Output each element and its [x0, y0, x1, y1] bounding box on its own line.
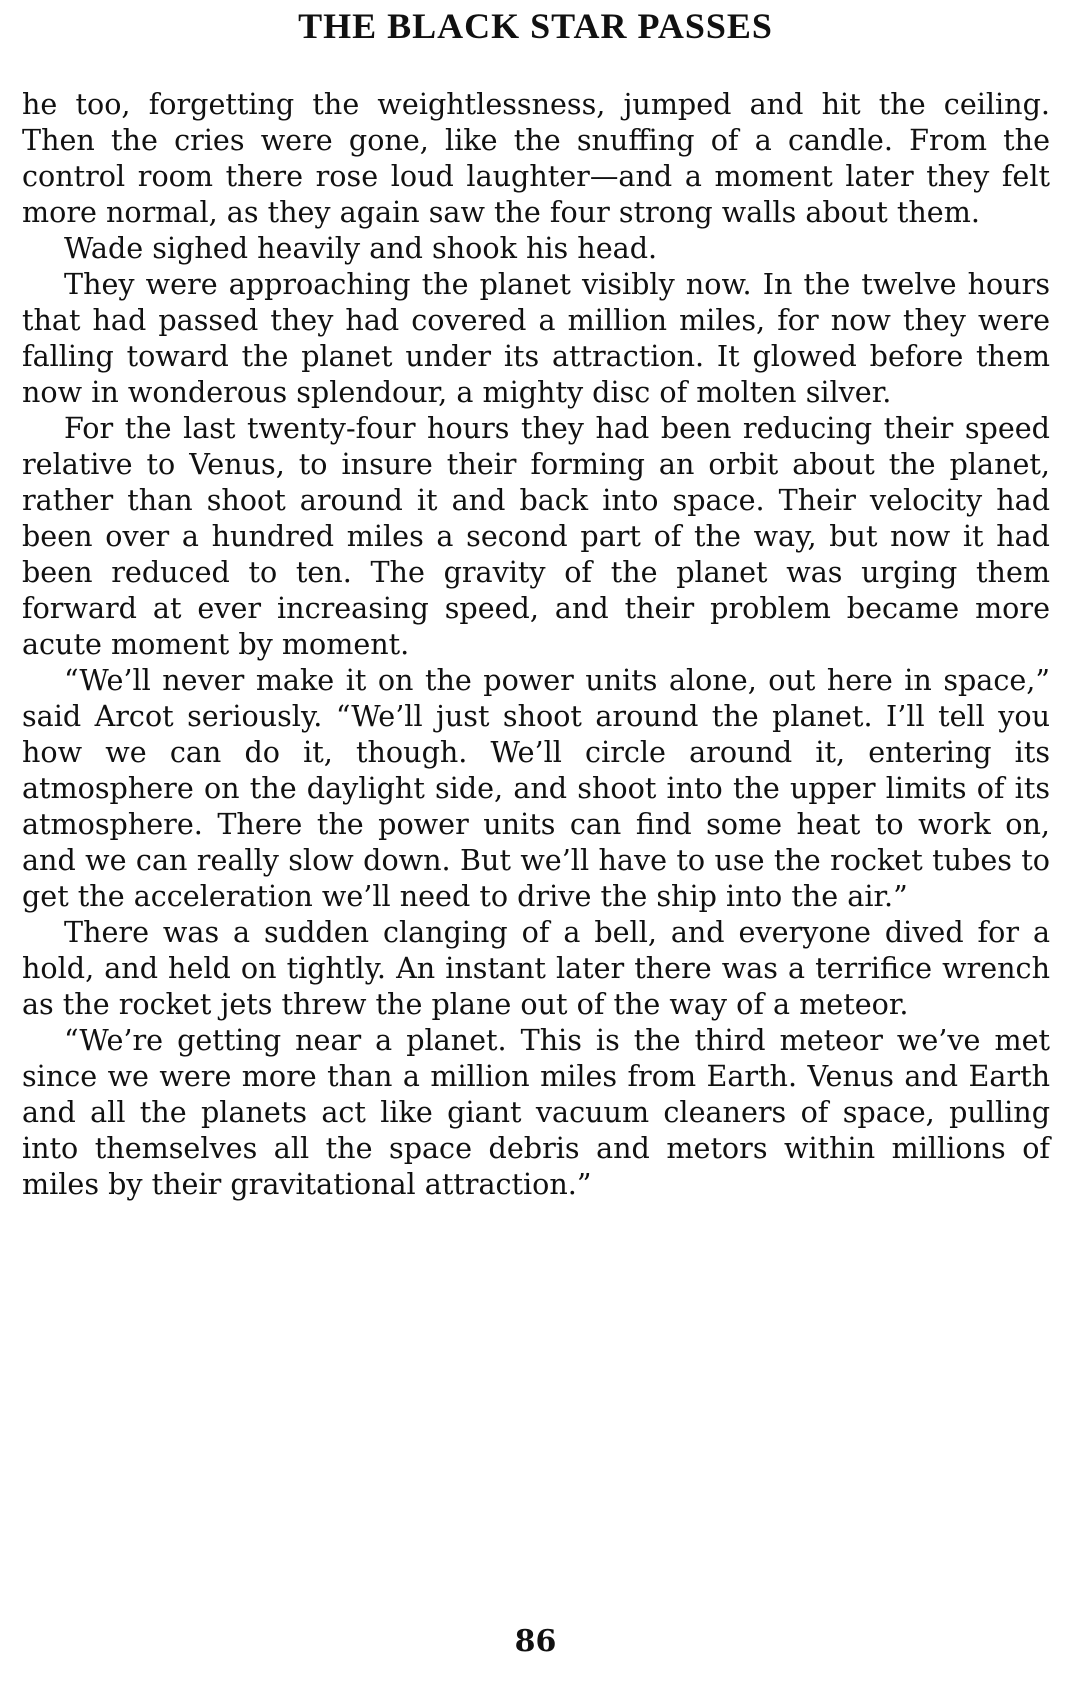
paragraph: Wade sighed heavily and shook his head. — [64, 231, 658, 265]
paragraph: “We’ll never make it on the power units alone, out here in space,” said Arcot seriously. “We’ll just shoot around the planet. I’ll tell you how we can do it, though. We’ll circle around it, entering its atmosphere on the daylight side, and shoot into the upper limits of its atmosphere. There the power units can find some heat to work on, and we can really slow down. But we’ll have to use the rocket tubes to get the acceleration we’ll need to drive the ship into the air.” — [22, 663, 1050, 913]
paragraph: For the last twenty-four hours they had been reducing their speed relative to Venus, to insure their forming an orbit about the planet, rather than shoot around it and back into space. Their velocity had been over a hundred miles a second part of the way, but now it had been reduced to ten. The gravity of the planet was urging them forward at ever increasing speed, and their problem became more acute moment by moment. — [22, 411, 1050, 661]
body-text — [22, 86, 1050, 1202]
page-number: 86 — [514, 1624, 557, 1659]
paragraph: They were approaching the planet visibly now. In the twelve hours that had passed they had covered a million miles, for now they were falling toward the planet under its attraction. It glowed before them now in wonderous splendour, a mighty disc of molten silver. — [22, 267, 1050, 409]
running-head: THE BLACK STAR PASSES — [298, 6, 773, 46]
paragraph-continued: he too, forgetting the weightlessness, jumped and hit the ceiling. Then the cries were gone, like the snuffing of a candle. From the control room there rose loud laughter—and a moment later they felt more normal, as they again saw the four strong walls about them. — [22, 87, 1050, 229]
paragraph: “We’re getting near a planet. This is the third meteor we’ve met since we were more than a million miles from Earth. Venus and Earth and all the planets act like giant vacuum cleaners of space, pulling into themselves all the space debris and metors within millions of miles by their gravitational attraction.” — [22, 1023, 1050, 1201]
paragraph: There was a sudden clanging of a bell, and everyone dived for a hold, and held on tightly. An instant later there was a terrifice wrench as the rocket jets threw the plane out of the way of a meteor. — [22, 915, 1050, 1021]
